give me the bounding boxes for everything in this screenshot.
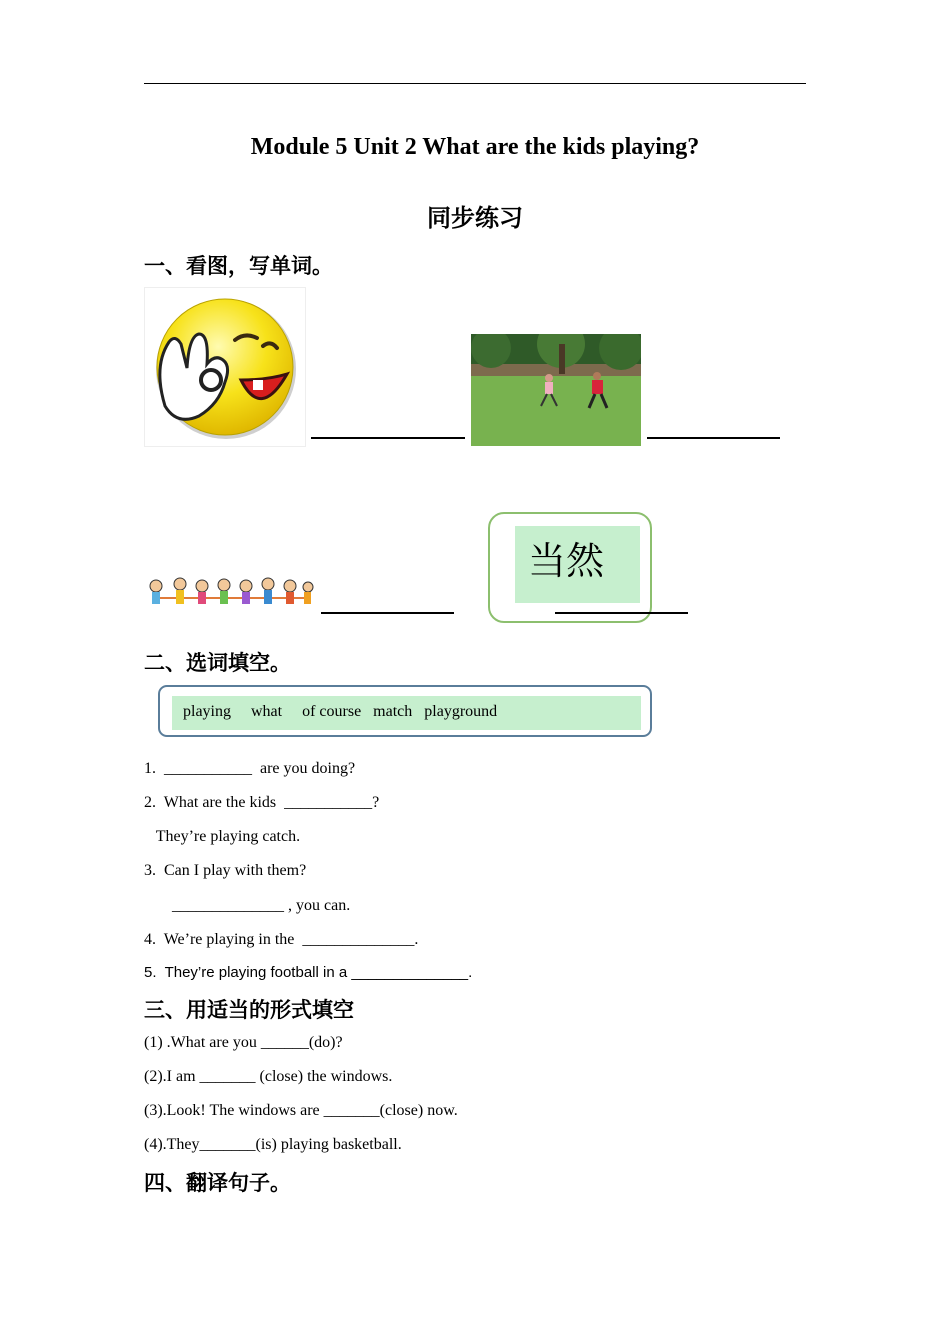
fill-item-1[interactable]: 1. ___________ are you doing?	[144, 760, 356, 777]
section4-heading: 四、翻译句子。	[144, 1171, 291, 1195]
answer-line-3[interactable]	[321, 612, 454, 614]
form-item-1[interactable]: (1) .What are you ______(do)?	[144, 1034, 343, 1051]
fill-item-4[interactable]: 4. We’re playing in the ______________.	[144, 931, 419, 948]
section2-heading: 二、选词填空。	[144, 651, 291, 675]
dangran-card-text: 当然	[528, 539, 605, 583]
top-rule	[144, 83, 806, 84]
word-bank-words: playing what of course match playground	[183, 703, 498, 720]
ok-emoji-image	[144, 287, 306, 447]
section3-heading: 三、用适当的形式填空	[144, 998, 354, 1022]
section1-heading: 一、看图，写单词。	[144, 254, 333, 278]
answer-line-4[interactable]	[555, 612, 688, 614]
fill-item-2-answer: They’re playing catch.	[144, 828, 301, 845]
children-holding-hands-image	[144, 574, 314, 620]
fill-item-2[interactable]: 2. What are the kids ___________?	[144, 794, 380, 811]
answer-line-2[interactable]	[647, 437, 780, 439]
fill-item-3: 3. Can I play with them?	[144, 862, 307, 879]
form-item-3[interactable]: (3).Look! The windows are _______(close) now.	[144, 1102, 458, 1119]
answer-line-1[interactable]	[311, 437, 465, 439]
form-item-2[interactable]: (2).I am _______ (close) the windows.	[144, 1068, 393, 1085]
park-running-image	[471, 334, 641, 446]
form-item-4[interactable]: (4).They_______(is) playing basketball.	[144, 1136, 402, 1153]
fill-item-5[interactable]: 5. They’re playing football in a ______________.	[144, 964, 473, 981]
page-subtitle: 同步练习	[427, 204, 523, 232]
fill-item-3-answer[interactable]: ______________ , you can.	[144, 897, 351, 914]
page-title: Module 5 Unit 2 What are the kids playing?	[250, 134, 700, 160]
